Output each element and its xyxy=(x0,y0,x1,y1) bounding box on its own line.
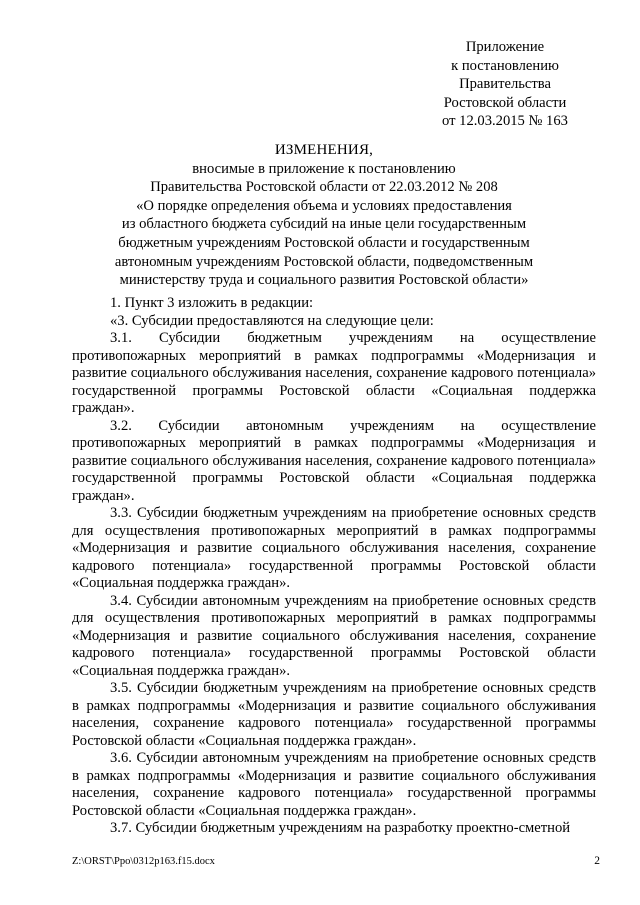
lead-paragraph: «3. Субсидии предоставляются на следующие цели: xyxy=(110,312,434,329)
title-line: вносимые в приложение к постановлению xyxy=(192,160,456,177)
appendix-header xyxy=(380,38,630,131)
appendix-line: от 12.03.2015 № 163 xyxy=(442,113,568,130)
item-paragraph-3-2: 3.2. Субсидии автономным учреждениям на осуществление противопожарных мероприятий в рамках подпрограммы «Модернизация и развитие социального обслуживания населения, сохранение кадрового потенциала» государственной программы Ростовской области «Социальная поддержка граждан». xyxy=(72,417,596,504)
title-heading: ИЗМЕНЕНИЯ, xyxy=(274,142,374,158)
document-body xyxy=(72,295,596,838)
title-line: автономным учреждениям Ростовской области, подведомственным xyxy=(114,253,534,270)
title-line: Правительства Ростовской области от 22.03.2012 № 208 xyxy=(150,179,498,196)
item-paragraph-3-7: 3.7. Субсидии бюджетным учреждениям на разработку проектно-сметной xyxy=(110,820,571,836)
title-line: министерству труда и социального развития Ростовской области» xyxy=(119,272,529,289)
item-paragraph-3-4: 3.4. Субсидии автономным учреждениям на приобретение основных средств для осуществления противопожарных мероприятий в рамках подпрограммы «Модернизация и развитие социального обслуживания населения, сохранение кадрового потенциала» государственной программы Ростовской области «Социальная поддержка граждан». xyxy=(72,592,596,679)
item-paragraph-3-1: 3.1. Субсидии бюджетным учреждениям на осуществление противопожарных мероприятий в рамках подпрограммы «Модернизация и развитие социального обслуживания населения, сохранение кадрового потенциала» государственной программы Ростовской области «Социальная поддержка граждан». xyxy=(72,330,596,416)
item-paragraph-3-3: 3.3. Субсидии бюджетным учреждениям на приобретение основных средств для осуществления противопожарных мероприятий в рамках подпрограммы «Модернизация и развитие социального обслуживания населения, сохранение кадрового потенциала» государственной программы Ростовской области «Социальная поддержка граждан». xyxy=(72,505,596,591)
title-line: из областного бюджета субсидий на иные цели государственным xyxy=(121,216,527,233)
intro-paragraph: 1. Пункт 3 изложить в редакции: xyxy=(110,295,314,311)
title-line: «О порядке определения объема и условиях предоставления xyxy=(136,197,512,214)
appendix-line: к постановлению xyxy=(451,57,559,74)
appendix-line: Правительства xyxy=(459,76,551,93)
document-title xyxy=(62,141,586,290)
item-paragraph-3-6: 3.6. Субсидии автономным учреждениям на приобретение основных средств в рамках подпрограммы «Модернизация и развитие социального обслуживания населения, сохранение кадрового потенциала» государственной программы Ростовской области «Социальная поддержка граждан». xyxy=(72,750,596,819)
appendix-line: Ростовской области xyxy=(443,94,567,111)
page-number: 2 xyxy=(594,855,600,867)
title-line: бюджетным учреждениям Ростовской области и государственным xyxy=(118,234,530,251)
footer-file-path: Z:\ORST\Ppo\0312p163.f15.docx xyxy=(72,856,215,867)
appendix-line: Приложение xyxy=(465,39,545,55)
item-paragraph-3-5: 3.5. Субсидии бюджетным учреждениям на приобретение основных средств в рамках подпрограммы «Модернизация и развитие социального обслуживания населения, сохранение кадрового потенциала» государственной программы Ростовской области «Социальная поддержка граждан». xyxy=(72,680,596,749)
